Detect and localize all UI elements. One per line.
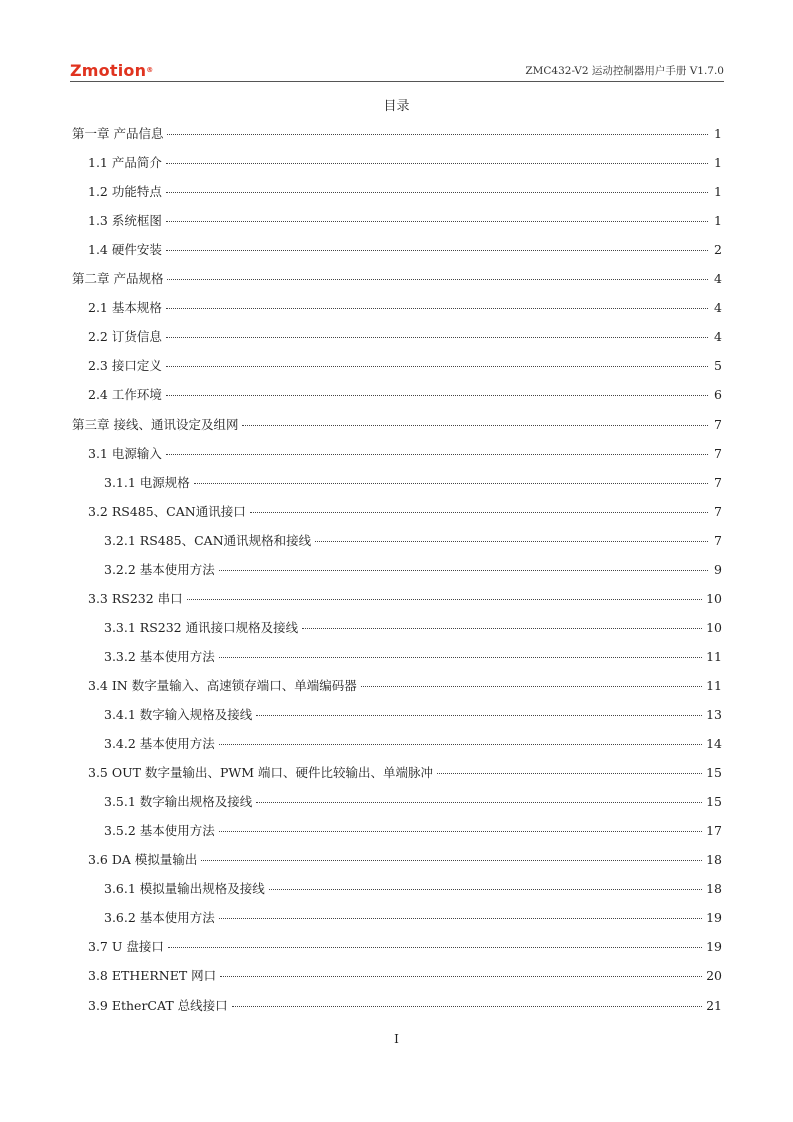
dot-leader <box>194 482 708 484</box>
toc-entry-label: 3.9 EtherCAT 总线接口 <box>88 998 228 1013</box>
toc-entry[interactable] <box>72 269 722 289</box>
toc-entry-label: 3.6.2 基本使用方法 <box>104 910 215 925</box>
toc-entry-page: 1 <box>714 213 722 228</box>
dot-leader <box>167 278 708 280</box>
toc-entry[interactable] <box>104 792 722 812</box>
toc-entry-label: 3.6 DA 模拟量输出 <box>88 852 198 867</box>
toc-entry-page: 2 <box>714 242 722 257</box>
logo-text: Zmotion <box>70 61 147 80</box>
toc-entry[interactable] <box>88 211 722 231</box>
toc-entry[interactable] <box>88 153 722 173</box>
registered-mark: ® <box>146 66 154 74</box>
toc-entry[interactable] <box>88 444 722 464</box>
toc-entry[interactable] <box>104 647 722 667</box>
dot-leader <box>269 888 702 890</box>
toc-entry[interactable] <box>72 124 722 144</box>
toc-entry-label: 1.4 硬件安装 <box>88 242 162 257</box>
toc-entry-page: 15 <box>706 794 722 809</box>
toc-entry-page: 10 <box>706 620 722 635</box>
dot-leader <box>219 830 702 832</box>
toc-entry[interactable] <box>88 327 722 347</box>
toc-entry[interactable] <box>72 415 722 435</box>
toc-entry-label: 2.3 接口定义 <box>88 358 162 373</box>
toc-entry-page: 9 <box>714 562 722 577</box>
toc-entry-label: 第三章 接线、通讯设定及组网 <box>72 417 239 432</box>
toc-entry-page: 1 <box>714 184 722 199</box>
toc-entry-page: 19 <box>706 910 722 925</box>
toc-entry[interactable] <box>88 240 722 260</box>
toc-entry[interactable] <box>88 763 722 783</box>
toc-entry-page: 18 <box>706 852 722 867</box>
toc-entry-page: 6 <box>714 387 722 402</box>
toc-entry[interactable] <box>104 821 722 841</box>
toc-entry-page: 20 <box>706 968 722 983</box>
toc-entry-label: 3.2.1 RS485、CAN通讯规格和接线 <box>104 533 312 548</box>
dot-leader <box>219 743 702 745</box>
dot-leader <box>166 365 708 367</box>
dot-leader <box>437 772 702 774</box>
toc-entry-label: 3.2.2 基本使用方法 <box>104 562 215 577</box>
toc-entry[interactable] <box>104 879 722 899</box>
toc-entry-page: 17 <box>706 823 722 838</box>
toc-entry-label: 2.2 订货信息 <box>88 329 162 344</box>
toc-entry[interactable] <box>104 618 722 638</box>
toc-entry-label: 3.3 RS232 串口 <box>88 591 183 606</box>
header-rule <box>70 81 724 82</box>
dot-leader <box>166 162 708 164</box>
dot-leader <box>256 801 702 803</box>
dot-leader <box>201 859 702 861</box>
toc-entry-page: 11 <box>706 678 722 693</box>
dot-leader <box>187 598 702 600</box>
page-number: I <box>394 1032 399 1046</box>
dot-leader <box>166 307 708 309</box>
toc-entry-label: 3.8 ETHERNET 网口 <box>88 968 217 983</box>
toc-entry[interactable] <box>88 676 722 696</box>
toc-entry-label: 3.4 IN 数字量输入、高速锁存端口、单端编码器 <box>88 678 357 693</box>
dot-leader <box>256 714 702 716</box>
toc-entry-label: 1.3 系统框图 <box>88 213 162 228</box>
toc-entry-page: 4 <box>714 329 722 344</box>
dot-leader <box>166 453 708 455</box>
toc-entry[interactable] <box>88 966 722 986</box>
dot-leader <box>219 569 708 571</box>
dot-leader <box>219 656 702 658</box>
dot-leader <box>166 191 708 193</box>
toc-entry-page: 19 <box>706 939 722 954</box>
toc-entry-page: 7 <box>714 475 722 490</box>
dot-leader <box>242 424 708 426</box>
dot-leader <box>361 685 702 687</box>
toc-entry-label: 2.1 基本规格 <box>88 300 162 315</box>
toc-entry-label: 3.1.1 电源规格 <box>104 475 190 490</box>
toc-entry[interactable] <box>88 502 722 522</box>
dot-leader <box>250 511 708 513</box>
dot-leader <box>220 975 702 977</box>
dot-leader <box>166 394 708 396</box>
toc-entry-label: 3.3.2 基本使用方法 <box>104 649 215 664</box>
toc-entry[interactable] <box>88 182 722 202</box>
dot-leader <box>302 627 702 629</box>
toc-entry-label: 3.4.1 数字输入规格及接线 <box>104 707 253 722</box>
dot-leader <box>166 220 708 222</box>
toc-entry[interactable] <box>104 705 722 725</box>
dot-leader <box>315 540 708 542</box>
toc-entry-page: 13 <box>706 707 722 722</box>
toc-entry[interactable] <box>104 908 722 928</box>
toc-entry-page: 7 <box>714 533 722 548</box>
toc-entry-page: 15 <box>706 765 722 780</box>
toc-entry-label: 3.6.1 模拟量输出规格及接线 <box>104 881 265 896</box>
toc-entry-page: 7 <box>714 417 722 432</box>
dot-leader <box>166 249 708 251</box>
dot-leader <box>232 1005 702 1007</box>
toc-entry[interactable] <box>88 850 722 870</box>
toc-entry-label: 3.5.1 数字输出规格及接线 <box>104 794 253 809</box>
dot-leader <box>168 946 702 948</box>
toc-entry-page: 18 <box>706 881 722 896</box>
toc-entry-page: 5 <box>714 358 722 373</box>
toc-entry[interactable] <box>88 298 722 318</box>
toc-entry-page: 4 <box>714 300 722 315</box>
toc-entry[interactable] <box>104 734 722 754</box>
toc-entry-page: 7 <box>714 504 722 519</box>
toc-entry-page: 11 <box>706 649 722 664</box>
toc-entry-page: 10 <box>706 591 722 606</box>
toc-entry[interactable] <box>88 996 722 1016</box>
toc-entry[interactable] <box>88 385 722 405</box>
toc-entry-label: 2.4 工作环境 <box>88 387 162 402</box>
toc-entry[interactable] <box>104 560 722 580</box>
toc-entry-page: 7 <box>714 446 722 461</box>
page-header <box>70 62 724 80</box>
toc-entry-label: 第一章 产品信息 <box>72 126 164 141</box>
toc-entry-page: 1 <box>714 155 722 170</box>
toc-entry-page: 21 <box>706 998 722 1013</box>
toc-entry[interactable] <box>88 356 722 376</box>
zmotion-logo <box>70 62 153 80</box>
toc-entry-page: 4 <box>714 271 722 286</box>
toc-entry-label: 3.5 OUT 数字量输出、PWM 端口、硬件比较输出、单端脉冲 <box>88 765 433 780</box>
toc-entry-label: 3.5.2 基本使用方法 <box>104 823 215 838</box>
dot-leader <box>167 133 708 135</box>
toc-entry-label: 3.1 电源输入 <box>88 446 162 461</box>
toc-entry-label: 1.2 功能特点 <box>88 184 162 199</box>
toc-entry-label: 3.7 U 盘接口 <box>88 939 164 954</box>
dot-leader <box>166 336 708 338</box>
document-title: ZMC432-V2 运动控制器用户手册 V1.7.0 <box>525 65 724 77</box>
toc-entry-page: 1 <box>714 126 722 141</box>
toc-entry-label: 1.1 产品简介 <box>88 155 162 170</box>
toc-entry-label: 3.4.2 基本使用方法 <box>104 736 215 751</box>
toc-entry[interactable] <box>104 531 722 551</box>
toc-entry[interactable] <box>88 937 722 957</box>
toc-entry-page: 14 <box>706 736 722 751</box>
toc-entry-label: 第二章 产品规格 <box>72 271 164 286</box>
dot-leader <box>219 917 702 919</box>
toc-entry-label: 3.3.1 RS232 通讯接口规格及接线 <box>104 620 299 635</box>
toc-title: 目录 <box>383 99 410 114</box>
toc-entry[interactable] <box>104 473 722 493</box>
toc-entry[interactable] <box>88 589 722 609</box>
toc-entry-label: 3.2 RS485、CAN通讯接口 <box>88 504 246 519</box>
